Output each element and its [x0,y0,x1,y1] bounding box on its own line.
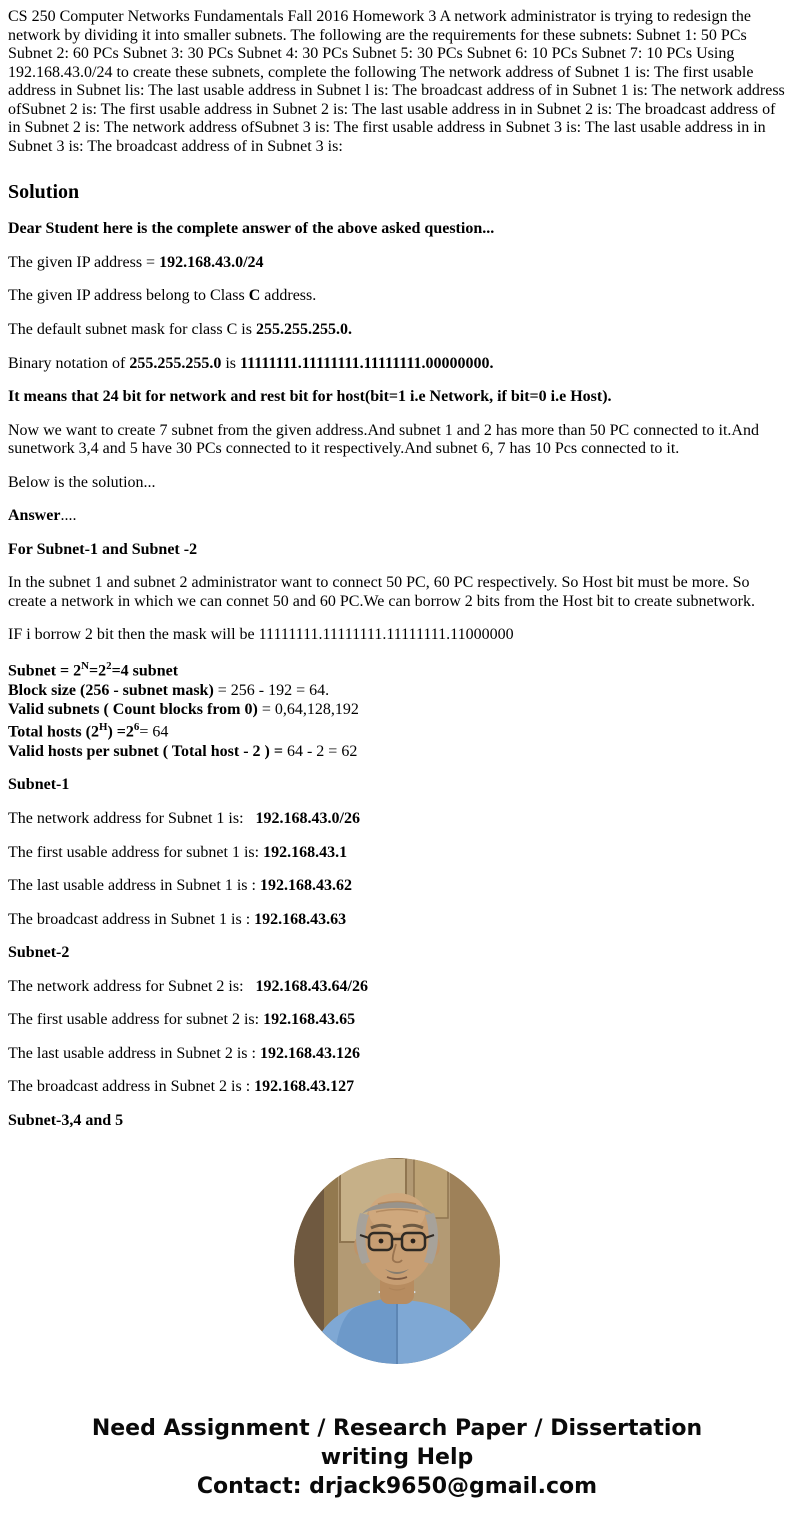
text: CS 250 Computer Networks Fundamentals Fall 2016 Homework 3 A network administrator is trying to redesign the network by dividing it into smaller subnets. The following are the requirements for these subnets: Subnet 1: 50 PCs Subnet 2: 60 PCs Subnet 3: 30 PCs Subnet 4: 30 PCs Subnet 5: 30 PCs Subnet 6: 10 PCs Subnet 7: 10 PCs Using 192.168.43.0/24 to create these subnets, complete the following The network address of Subnet 1 is: The first usable address in Subnet lis: The last usable address in Subnet l is: The broadcast address of in Subnet 1 is: The network address ofSubnet 2 is: The first usable address in Subnet 2 is: The last usable address in in Subnet 2 is: The broadcast address of in Subnet 2 is: The network address ofSubnet 3 is: The first usable address in Subnet 3 is: The last usable address in in Subnet 3 is: The broadcast address of in Subnet 3 is: [8,8,785,155]
bold-text: 192.168.43.62 [259,877,352,895]
subnet2-first-usable-line [8,1011,786,1030]
text: = 0,64,128,192 [257,701,359,719]
text: The first usable address for subnet 2 is: [8,1011,264,1029]
bold-text: For Subnet-1 and Subnet -2 [8,540,198,558]
text: .... [60,507,77,525]
bold-text: H [98,721,108,733]
text: Below is the solution... [8,473,156,491]
subnet2-network-line [8,978,786,997]
bold-text: 255.255.255.0. [255,321,352,339]
text: is [221,354,240,372]
tutor-photo [294,1158,500,1364]
given-ip-line [8,254,786,273]
bold-text: 2 [106,660,112,673]
help-banner-line-2: writing Help [320,1445,474,1471]
bold-text: 192.168.43.63 [254,910,347,928]
bold-text: Subnet-1 [8,776,70,794]
default-mask-line [8,321,786,340]
bold-text: Subnet-2 [8,944,70,962]
bold-text: Subnet = 2 [8,662,82,680]
subnet-345-heading [8,1112,786,1131]
text: = 64 [139,723,169,741]
text: In the subnet 1 and subnet 2 administrator want to connect 50 PC, 60 PC respectively. So Host bit must be more. So create a network in which we can connet 50 and 60 PC.We can borrow 2 bits from the Host bit to create subnetwork. [8,574,755,610]
subnet2-last-usable-line [8,1045,786,1064]
bold-text: 192.168.43.126 [259,1044,360,1062]
text: = 256 - 192 = 64. [213,681,330,699]
bold-text: 192.168.43.65 [263,1011,356,1029]
bold-text: Valid hosts per subnet ( Total host - 2 ) = [8,742,283,760]
answer-line [8,507,786,526]
help-banner-contact: Contact: drjack9650@gmail.com [196,1474,598,1500]
bold-text: Dear Student here is the complete answer of the above asked question... [8,220,495,238]
text: The broadcast address in Subnet 1 is : [8,910,255,928]
help-banner-line-1: Need Assignment / Research Paper / Dissertation [91,1416,703,1441]
bold-text: Total hosts (2 [8,723,99,741]
valid-subnets-formula [8,701,786,720]
network-host-bits-line [8,388,786,407]
borrow-mask-line [8,626,786,645]
text: address. [260,287,317,305]
subnet1-broadcast-line [8,911,786,930]
subnet1-first-usable-line [8,844,786,863]
bold-text: =4 subnet [111,662,179,680]
bold-text: 255.255.255.0 [129,354,222,372]
bold-text: 6 [133,721,140,733]
question-paragraph [8,8,786,156]
bold-text: ) =2 [107,723,134,741]
subnet2-broadcast-line [8,1078,786,1097]
bold-text: 192.168.43.0/26 [255,809,360,827]
subnet-count-formula [8,660,786,681]
bold-text: Answer [8,507,61,525]
dear-student-line [8,220,786,239]
bold-text: Subnet-3,4 and 5 [8,1111,124,1129]
text: Now we want to create 7 subnet from the given address.And subnet 1 and 2 has more than 50 PC connected to it.And sunetwork 3,4 and 5 have 30 PCs connected to it respectively.And subnet 6, 7 has 10 Pcs connected to it. [8,421,759,458]
total-hosts-formula [8,721,786,742]
text: The given IP address = [8,253,160,271]
plan-paragraph [8,422,786,459]
text: The first usable address for subnet 1 is: [8,843,264,861]
text: The network address for Subnet 2 is: [8,977,256,995]
text: The broadcast address in Subnet 2 is : [8,1078,255,1096]
bold-text: N [81,660,89,673]
block-size-formula [8,682,786,701]
text: IF i borrow 2 bit then the mask will be 11111111.11111111.11111111.11000000 [8,626,514,644]
subnet1-last-usable-line [8,877,786,896]
text: 64 - 2 = 62 [282,742,358,760]
subnet-2-heading [8,944,786,963]
bold-text: =2 [89,662,107,680]
subnet-1-2-heading [8,541,786,560]
bold-text: 11111111.11111111.11111111.00000000. [239,354,494,372]
subnet-1-2-explanation [8,574,786,611]
bold-text: C [248,287,261,305]
binary-notation-line [8,355,786,374]
bold-text: It means that 24 bit for network and rest bit for host(bit=1 i.e Network, if bit=0 i.e Host). [8,388,612,406]
subnet1-network-line [8,810,786,829]
bold-text: Block size (256 - subnet mask) [8,681,214,699]
bold-text: 192.168.43.127 [254,1078,355,1096]
bold-text: 192.168.43.1 [263,843,348,861]
text: Binary notation of [8,354,130,372]
text: The last usable address in Subnet 1 is : [8,877,260,895]
text: The given IP address belong to Class [8,287,249,305]
bold-text: Solution [8,181,80,204]
below-solution-line [8,474,786,493]
valid-hosts-formula [8,743,786,762]
help-banner [0,1414,794,1501]
solution-heading [8,180,786,204]
text: The network address for Subnet 1 is: [8,809,256,827]
text: The default subnet mask for class C is [8,321,256,339]
bold-text: Valid subnets ( Count blocks from 0) [8,701,258,719]
ip-class-line [8,287,786,306]
bold-text: 192.168.43.64/26 [255,977,368,995]
text: The last usable address in Subnet 2 is : [8,1044,260,1062]
subnet-1-heading [8,776,786,795]
person-portrait-image [294,1158,500,1364]
bold-text: 192.168.43.0/24 [159,253,264,271]
